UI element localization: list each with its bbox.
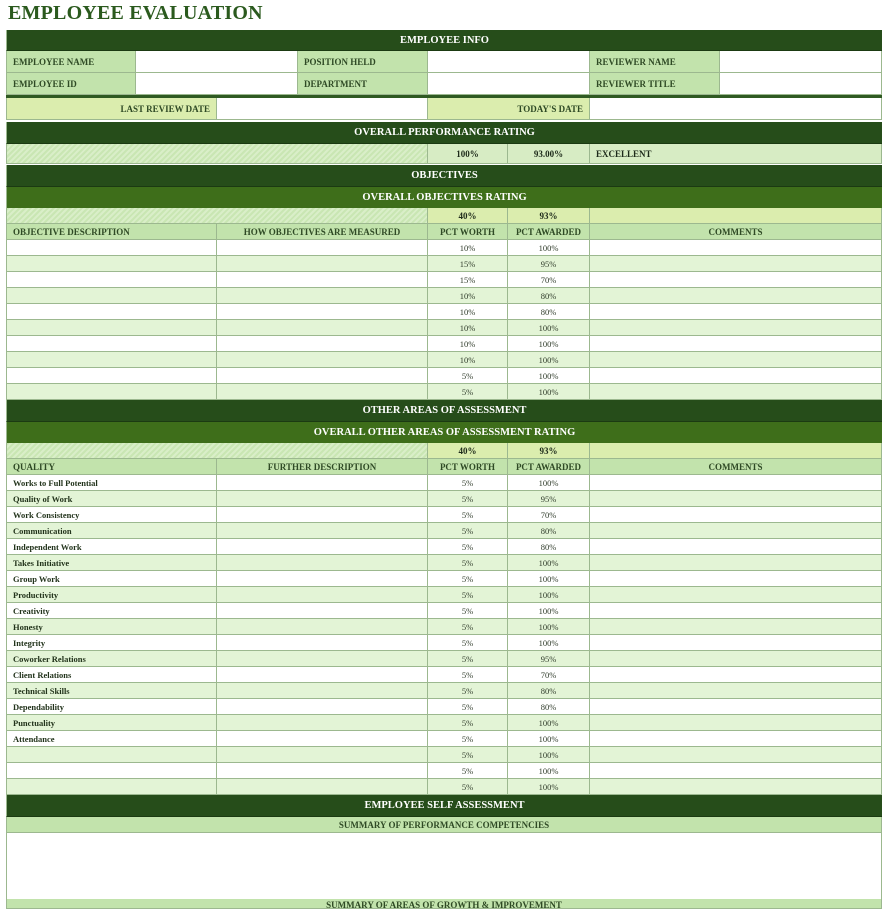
assessment-quality: Creativity — [6, 603, 217, 619]
todays-date-field[interactable] — [590, 98, 882, 120]
assessment-further-description-cell[interactable] — [217, 715, 428, 731]
assessment-pct-awarded: 100% — [508, 603, 590, 619]
assessment-comments-cell[interactable] — [590, 731, 882, 747]
reviewer-name-label: REVIEWER NAME — [590, 51, 720, 73]
objective-measured-cell[interactable] — [217, 368, 428, 384]
reviewer-name-field[interactable] — [720, 51, 882, 73]
last-review-date-field[interactable] — [217, 98, 428, 120]
assessment-further-description-cell[interactable] — [217, 667, 428, 683]
objective-row — [6, 240, 882, 256]
employee-name-field[interactable] — [136, 51, 298, 73]
other-areas-header: OTHER AREAS OF ASSESSMENT — [6, 400, 882, 422]
assessment-pct-worth: 5% — [428, 763, 508, 779]
assessment-comments-cell[interactable] — [590, 491, 882, 507]
assessment-quality — [6, 779, 217, 795]
assessment-comments-cell[interactable] — [590, 571, 882, 587]
other-areas-rows — [6, 475, 882, 795]
objective-description-cell[interactable] — [6, 288, 217, 304]
assessment-quality: Client Relations — [6, 667, 217, 683]
assessment-pct-worth: 5% — [428, 699, 508, 715]
objective-pct-awarded: 100% — [508, 384, 590, 400]
objectives-total-worth: 40% — [428, 208, 508, 224]
assessment-comments-cell[interactable] — [590, 699, 882, 715]
objective-pct-worth: 10% — [428, 240, 508, 256]
col-oa-pct-awarded: PCT AWARDED — [508, 459, 590, 475]
overall-pct-awarded: 93.00% — [508, 144, 590, 164]
objective-comments-cell[interactable] — [590, 352, 882, 368]
assessment-pct-awarded: 100% — [508, 763, 590, 779]
assessment-row — [6, 699, 882, 715]
info-row-1 — [6, 51, 882, 73]
objective-row — [6, 320, 882, 336]
assessment-further-description-cell[interactable] — [217, 523, 428, 539]
col-oa-pct-worth: PCT WORTH — [428, 459, 508, 475]
overall-performance-header-row — [6, 122, 882, 144]
assessment-quality: Productivity — [6, 587, 217, 603]
employee-info-header-row — [6, 30, 882, 51]
assessment-quality: Dependability — [6, 699, 217, 715]
objectives-rows — [6, 240, 882, 400]
objective-measured-cell[interactable] — [217, 352, 428, 368]
assessment-pct-awarded: 95% — [508, 651, 590, 667]
assessment-pct-awarded: 100% — [508, 587, 590, 603]
employee-id-field[interactable] — [136, 73, 298, 95]
assessment-further-description-cell[interactable] — [217, 475, 428, 491]
assessment-pct-awarded: 100% — [508, 571, 590, 587]
assessment-comments-cell[interactable] — [590, 523, 882, 539]
objective-pct-worth: 15% — [428, 272, 508, 288]
overall-pct-worth: 100% — [428, 144, 508, 164]
assessment-further-description-cell[interactable] — [217, 491, 428, 507]
assessment-row — [6, 539, 882, 555]
assessment-comments-cell[interactable] — [590, 651, 882, 667]
assessment-pct-worth: 5% — [428, 475, 508, 491]
assessment-pct-awarded: 100% — [508, 619, 590, 635]
objective-measured-cell[interactable] — [217, 240, 428, 256]
assessment-quality: Integrity — [6, 635, 217, 651]
summary-competencies-row — [6, 817, 882, 833]
page-title: EMPLOYEE EVALUATION — [8, 2, 263, 24]
objectives-header-row — [6, 165, 882, 187]
objectives-subheader: OVERALL OBJECTIVES RATING — [6, 187, 882, 208]
col-pct-awarded: PCT AWARDED — [508, 224, 590, 240]
assessment-comments-cell[interactable] — [590, 587, 882, 603]
review-dates-row — [6, 98, 882, 120]
assessment-row — [6, 507, 882, 523]
assessment-pct-awarded: 80% — [508, 523, 590, 539]
objective-pct-awarded: 100% — [508, 352, 590, 368]
assessment-row — [6, 475, 882, 491]
assessment-comments-cell[interactable] — [590, 667, 882, 683]
objective-pct-worth: 10% — [428, 304, 508, 320]
assessment-quality: Honesty — [6, 619, 217, 635]
assessment-further-description-cell[interactable] — [217, 763, 428, 779]
assessment-pct-worth: 5% — [428, 491, 508, 507]
objective-description-cell[interactable] — [6, 368, 217, 384]
assessment-further-description-cell[interactable] — [217, 731, 428, 747]
assessment-pct-awarded: 100% — [508, 779, 590, 795]
objectives-totals-hatch — [6, 208, 428, 224]
assessment-further-description-cell[interactable] — [217, 539, 428, 555]
objective-row — [6, 288, 882, 304]
assessment-comments-cell[interactable] — [590, 539, 882, 555]
assessment-pct-worth: 5% — [428, 619, 508, 635]
other-areas-header-row — [6, 400, 882, 422]
assessment-row — [6, 763, 882, 779]
assessment-further-description-cell[interactable] — [217, 603, 428, 619]
assessment-quality: Communication — [6, 523, 217, 539]
assessment-pct-awarded: 100% — [508, 715, 590, 731]
objectives-total-awarded: 93% — [508, 208, 590, 224]
objectives-header: OBJECTIVES — [6, 165, 882, 187]
assessment-further-description-cell[interactable] — [217, 651, 428, 667]
assessment-comments-cell[interactable] — [590, 635, 882, 651]
assessment-row — [6, 491, 882, 507]
assessment-row — [6, 603, 882, 619]
assessment-pct-worth: 5% — [428, 523, 508, 539]
assessment-quality — [6, 763, 217, 779]
objective-description-cell[interactable] — [6, 256, 217, 272]
other-areas-total-awarded: 93% — [508, 443, 590, 459]
other-areas-totals-row — [6, 443, 882, 459]
assessment-pct-worth: 5% — [428, 651, 508, 667]
assessment-row — [6, 667, 882, 683]
assessment-pct-worth: 5% — [428, 539, 508, 555]
assessment-pct-awarded: 80% — [508, 683, 590, 699]
assessment-row — [6, 731, 882, 747]
assessment-quality: Punctuality — [6, 715, 217, 731]
assessment-comments-cell[interactable] — [590, 619, 882, 635]
objective-pct-worth: 10% — [428, 352, 508, 368]
position-held-label: POSITION HELD — [298, 51, 428, 73]
objective-pct-worth: 10% — [428, 336, 508, 352]
objective-row — [6, 336, 882, 352]
employee-info-header: EMPLOYEE INFO — [6, 30, 882, 51]
assessment-comments-cell[interactable] — [590, 779, 882, 795]
assessment-comments-cell[interactable] — [590, 507, 882, 523]
objective-description-cell[interactable] — [6, 304, 217, 320]
col-oa-comments: COMMENTS — [590, 459, 882, 475]
assessment-row — [6, 651, 882, 667]
assessment-row — [6, 571, 882, 587]
evaluation-sheet — [6, 30, 882, 909]
assessment-comments-cell[interactable] — [590, 475, 882, 491]
department-label: DEPARTMENT — [298, 73, 428, 95]
objective-row — [6, 256, 882, 272]
assessment-quality: Coworker Relations — [6, 651, 217, 667]
assessment-row — [6, 779, 882, 795]
objective-row — [6, 384, 882, 400]
reviewer-title-label: REVIEWER TITLE — [590, 73, 720, 95]
objective-pct-awarded: 100% — [508, 368, 590, 384]
other-areas-column-header-row — [6, 459, 882, 475]
assessment-further-description-cell[interactable] — [217, 779, 428, 795]
col-how-measured: HOW OBJECTIVES ARE MEASURED — [217, 224, 428, 240]
objective-measured-cell[interactable] — [217, 288, 428, 304]
objective-pct-awarded: 80% — [508, 288, 590, 304]
assessment-pct-awarded: 100% — [508, 747, 590, 763]
assessment-pct-awarded: 70% — [508, 507, 590, 523]
assessment-quality: Work Consistency — [6, 507, 217, 523]
objective-comments-cell[interactable] — [590, 384, 882, 400]
objective-pct-awarded: 70% — [508, 272, 590, 288]
assessment-quality: Independent Work — [6, 539, 217, 555]
assessment-row — [6, 635, 882, 651]
objective-comments-cell[interactable] — [590, 240, 882, 256]
assessment-pct-worth: 5% — [428, 571, 508, 587]
assessment-pct-worth: 5% — [428, 667, 508, 683]
assessment-comments-cell[interactable] — [590, 747, 882, 763]
objective-comments-cell[interactable] — [590, 304, 882, 320]
objective-pct-worth: 10% — [428, 320, 508, 336]
assessment-quality — [6, 747, 217, 763]
assessment-row — [6, 555, 882, 571]
objective-pct-worth: 5% — [428, 368, 508, 384]
col-comments: COMMENTS — [590, 224, 882, 240]
col-objective-description: OBJECTIVE DESCRIPTION — [6, 224, 217, 240]
position-held-field[interactable] — [428, 51, 590, 73]
assessment-pct-awarded: 70% — [508, 667, 590, 683]
objective-pct-worth: 15% — [428, 256, 508, 272]
todays-date-label: TODAY'S DATE — [428, 98, 590, 120]
assessment-quality: Technical Skills — [6, 683, 217, 699]
objective-pct-awarded: 100% — [508, 240, 590, 256]
objective-comments-cell[interactable] — [590, 272, 882, 288]
other-areas-totals-blank — [590, 443, 882, 459]
objective-pct-worth: 10% — [428, 288, 508, 304]
assessment-pct-awarded: 100% — [508, 635, 590, 651]
info-row-2 — [6, 73, 882, 95]
assessment-further-description-cell[interactable] — [217, 747, 428, 763]
objectives-totals-row — [6, 208, 882, 224]
assessment-comments-cell[interactable] — [590, 555, 882, 571]
assessment-quality: Quality of Work — [6, 491, 217, 507]
self-assessment-header-row — [6, 795, 882, 817]
assessment-pct-awarded: 80% — [508, 539, 590, 555]
assessment-pct-worth: 5% — [428, 747, 508, 763]
objective-comments-cell[interactable] — [590, 336, 882, 352]
last-review-date-label: LAST REVIEW DATE — [6, 98, 217, 120]
employee-id-label: EMPLOYEE ID — [6, 73, 136, 95]
assessment-pct-worth: 5% — [428, 555, 508, 571]
assessment-quality: Group Work — [6, 571, 217, 587]
department-field[interactable] — [428, 73, 590, 95]
assessment-pct-awarded: 95% — [508, 491, 590, 507]
objective-pct-awarded: 100% — [508, 336, 590, 352]
other-areas-subheader: OVERALL OTHER AREAS OF ASSESSMENT RATING — [6, 422, 882, 443]
summary-growth-row — [6, 899, 882, 909]
objective-measured-cell[interactable] — [217, 272, 428, 288]
objective-comments-cell[interactable] — [590, 368, 882, 384]
self-assessment-header: EMPLOYEE SELF ASSESSMENT — [6, 795, 882, 817]
employee-name-label: EMPLOYEE NAME — [6, 51, 136, 73]
assessment-quality: Works to Full Potential — [6, 475, 217, 491]
objective-measured-cell[interactable] — [217, 304, 428, 320]
assessment-pct-worth: 5% — [428, 587, 508, 603]
assessment-pct-awarded: 100% — [508, 731, 590, 747]
other-areas-total-worth: 40% — [428, 443, 508, 459]
objective-measured-cell[interactable] — [217, 336, 428, 352]
objective-row — [6, 304, 882, 320]
overall-performance-hatch — [6, 144, 428, 164]
assessment-pct-worth: 5% — [428, 635, 508, 651]
objective-pct-awarded: 100% — [508, 320, 590, 336]
assessment-pct-worth: 5% — [428, 779, 508, 795]
other-areas-totals-hatch — [6, 443, 428, 459]
objective-description-cell[interactable] — [6, 384, 217, 400]
assessment-further-description-cell[interactable] — [217, 587, 428, 603]
objectives-subheader-row — [6, 187, 882, 208]
assessment-pct-awarded: 100% — [508, 475, 590, 491]
assessment-quality: Attendance — [6, 731, 217, 747]
assessment-pct-worth: 5% — [428, 731, 508, 747]
reviewer-title-field[interactable] — [720, 73, 882, 95]
assessment-row — [6, 619, 882, 635]
assessment-comments-cell[interactable] — [590, 715, 882, 731]
objective-description-cell[interactable] — [6, 240, 217, 256]
assessment-further-description-cell[interactable] — [217, 571, 428, 587]
assessment-pct-worth: 5% — [428, 715, 508, 731]
assessment-pct-worth: 5% — [428, 683, 508, 699]
objective-pct-worth: 5% — [428, 384, 508, 400]
assessment-row — [6, 715, 882, 731]
overall-rating: EXCELLENT — [590, 144, 882, 164]
assessment-comments-cell[interactable] — [590, 683, 882, 699]
assessment-further-description-cell[interactable] — [217, 619, 428, 635]
overall-performance-header: OVERALL PERFORMANCE RATING — [6, 122, 882, 144]
objective-comments-cell[interactable] — [590, 320, 882, 336]
objective-description-cell[interactable] — [6, 320, 217, 336]
overall-performance-row — [6, 144, 882, 164]
summary-competencies-field[interactable] — [6, 833, 882, 899]
summary-growth-label: SUMMARY OF AREAS OF GROWTH & IMPROVEMENT — [6, 899, 882, 909]
col-further-description: FURTHER DESCRIPTION — [217, 459, 428, 475]
assessment-quality: Takes Initiative — [6, 555, 217, 571]
assessment-further-description-cell[interactable] — [217, 699, 428, 715]
objective-description-cell[interactable] — [6, 336, 217, 352]
assessment-pct-awarded: 100% — [508, 555, 590, 571]
objective-comments-cell[interactable] — [590, 256, 882, 272]
objectives-column-header-row — [6, 224, 882, 240]
objective-pct-awarded: 95% — [508, 256, 590, 272]
summary-competencies-label: SUMMARY OF PERFORMANCE COMPETENCIES — [6, 817, 882, 833]
objective-row — [6, 352, 882, 368]
objective-measured-cell[interactable] — [217, 320, 428, 336]
objective-row — [6, 368, 882, 384]
assessment-further-description-cell[interactable] — [217, 683, 428, 699]
assessment-comments-cell[interactable] — [590, 603, 882, 619]
objective-comments-cell[interactable] — [590, 288, 882, 304]
assessment-comments-cell[interactable] — [590, 763, 882, 779]
assessment-pct-awarded: 80% — [508, 699, 590, 715]
assessment-row — [6, 587, 882, 603]
assessment-pct-worth: 5% — [428, 603, 508, 619]
objective-pct-awarded: 80% — [508, 304, 590, 320]
objective-description-cell[interactable] — [6, 272, 217, 288]
objective-measured-cell[interactable] — [217, 256, 428, 272]
assessment-row — [6, 747, 882, 763]
objective-description-cell[interactable] — [6, 352, 217, 368]
other-areas-subheader-row — [6, 422, 882, 443]
assessment-further-description-cell[interactable] — [217, 635, 428, 651]
assessment-row — [6, 523, 882, 539]
assessment-row — [6, 683, 882, 699]
col-pct-worth: PCT WORTH — [428, 224, 508, 240]
assessment-further-description-cell[interactable] — [217, 507, 428, 523]
assessment-pct-worth: 5% — [428, 507, 508, 523]
objectives-totals-blank — [590, 208, 882, 224]
objective-measured-cell[interactable] — [217, 384, 428, 400]
objective-row — [6, 272, 882, 288]
col-quality: QUALITY — [6, 459, 217, 475]
assessment-further-description-cell[interactable] — [217, 555, 428, 571]
